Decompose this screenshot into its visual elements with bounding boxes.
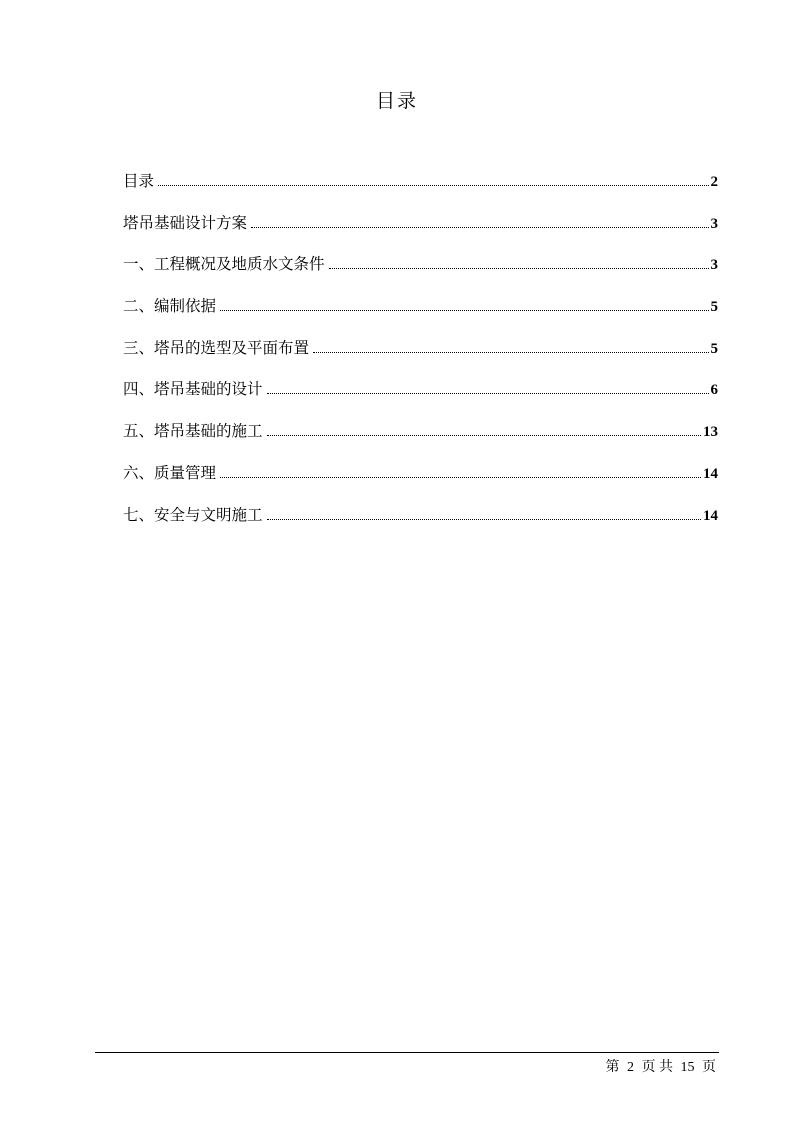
toc-dot-leader [267, 434, 701, 436]
toc-entry[interactable] [123, 420, 718, 462]
toc-entry-label: 七、安全与文明施工 [123, 505, 263, 524]
toc-dot-leader [220, 476, 701, 478]
toc-dot-leader [251, 226, 708, 228]
toc-entry[interactable] [123, 212, 718, 254]
toc-dot-leader [313, 351, 708, 353]
toc-entry[interactable] [123, 295, 718, 337]
toc-entry-page: 14 [703, 507, 718, 524]
toc-entry-label: 六、质量管理 [123, 463, 217, 482]
toc-entry[interactable] [123, 337, 718, 379]
footer-current-page: 2 [627, 1060, 634, 1075]
page-title: 目录 [375, 90, 418, 112]
toc-entry-page: 2 [710, 174, 718, 190]
toc-entry-label: 三、塔吊的选型及平面布置 [123, 338, 310, 357]
table-of-contents [123, 170, 718, 545]
toc-dot-leader [267, 518, 701, 520]
toc-entry-page: 6 [710, 382, 718, 399]
toc-entry-page: 5 [710, 299, 718, 316]
toc-entry-label: 五、塔吊基础的施工 [123, 422, 263, 441]
toc-entry-page: 3 [710, 215, 718, 232]
footer-mid: 页 共 [641, 1060, 673, 1075]
toc-dot-leader [220, 309, 708, 311]
toc-entry[interactable] [123, 253, 718, 295]
toc-entry-label: 塔吊基础设计方案 [123, 213, 248, 232]
toc-dot-leader [329, 267, 709, 269]
toc-entry-page: 13 [703, 424, 718, 441]
toc-dot-leader [158, 184, 708, 186]
toc-dot-leader [267, 392, 709, 394]
toc-entry-label: 一、工程概况及地质水文条件 [123, 255, 325, 274]
toc-entry-page: 14 [703, 465, 718, 482]
toc-entry-page: 5 [710, 340, 718, 357]
toc-entry-label: 四、塔吊基础的设计 [123, 380, 263, 399]
toc-entry[interactable] [123, 378, 718, 420]
toc-entry[interactable] [123, 462, 718, 504]
toc-entry[interactable] [123, 504, 718, 546]
toc-entry-label: 目录 [123, 172, 155, 190]
footer-prefix: 第 [605, 1060, 620, 1075]
toc-entry-label: 二、编制依据 [123, 297, 217, 316]
toc-entry[interactable] [123, 170, 718, 212]
footer-suffix: 页 [702, 1060, 716, 1075]
toc-entry-page: 3 [710, 257, 718, 274]
page-footer [604, 1056, 719, 1076]
footer-total-pages: 15 [680, 1060, 695, 1075]
footer-divider [95, 1052, 719, 1053]
